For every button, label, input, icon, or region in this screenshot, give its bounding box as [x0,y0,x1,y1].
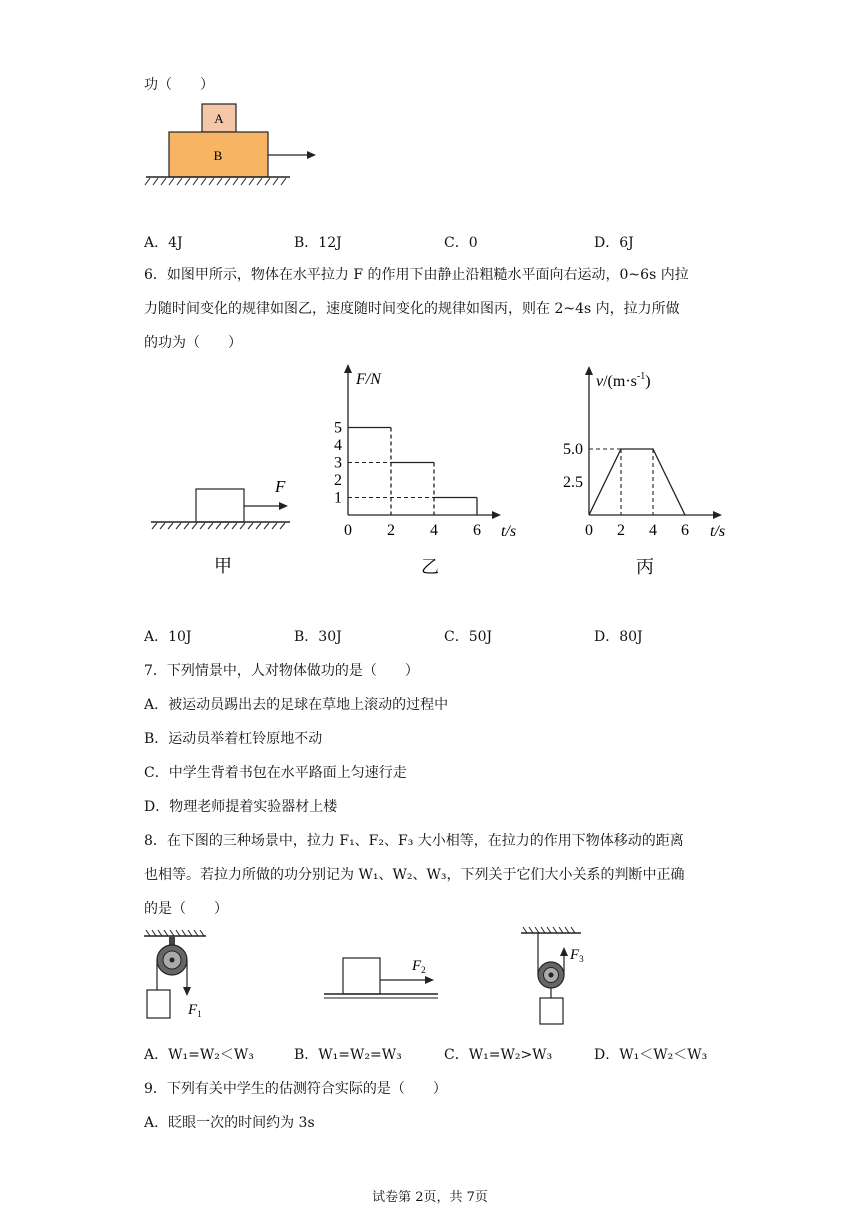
block [343,958,380,994]
q5-option-b: B．12J [294,235,342,251]
x-axis-label: t/s [710,523,726,540]
x-tick-label: 2 [617,522,625,539]
y-tick-label: 2 [334,472,342,489]
q6-chart-yi [325,360,530,590]
f2-label: $F_2$ [412,958,426,975]
q9-stem: 9．下列有关中学生的估测符合实际的是（ ） [144,1081,447,1097]
y-axis-arrow-icon [585,366,593,375]
figure-caption: 甲 [214,556,232,576]
y-tick-label: 1 [334,489,342,507]
q8-figure-horizontal-pull [320,945,445,1005]
q7-option-c: C．中学生背着书包在水平路面上匀速行走 [144,765,407,781]
y-tick-label: 5.0 [563,441,583,458]
q6-chart-bing [548,360,758,590]
q6-stem-line-3: 的功为（ ） [144,335,242,351]
q6-option-a: A．10J [144,629,192,645]
x-tick-label: 2 [387,522,395,539]
weight [540,998,563,1024]
q8-stem-line-2: 也相等。若拉力所做的功分别记为 W₁、W₂、W₃，下列关于它们大小关系的判断中正确 [144,867,685,883]
x-tick-label: 6 [473,522,481,539]
q7-option-d: D．物理老师提着实验器材上楼 [144,799,338,815]
page-footer: 试卷第 2页，共 7页 [372,1190,488,1205]
y-tick-label: 2.5 [563,474,583,491]
x-axis-label: t/s [501,523,517,540]
arrow-head-icon [425,976,434,984]
block [196,489,244,522]
q6-stem-line-2: 力随时间变化的规律如图乙，速度随时间变化的规律如图丙，则在 2~4s 内，拉力所做 [144,301,680,317]
q9-option-a: A．眨眼一次的时间约为 3s [144,1115,315,1131]
q5-figure [140,100,330,190]
x-tick-label: 6 [681,522,689,539]
q6-option-c: C．50J [444,629,493,645]
q5-stem-tail: 功（ ） [144,77,214,93]
q7-option-a: A．被运动员踢出去的足球在草地上滚动的过程中 [144,697,449,713]
ceiling-hatch [146,930,204,936]
q7-stem: 7．下列情景中，人对物体做功的是（ ） [144,663,419,679]
y-tick-label: 3 [334,454,342,472]
f1-label: $F_1$ [188,1002,202,1019]
block-a-label: A [214,111,224,126]
x-tick-label: 4 [430,522,438,539]
ground-hatch [152,523,285,529]
f3-label: $F_3$ [570,947,584,964]
y-axis-arrow-icon [344,364,352,373]
weight [147,990,170,1018]
ceiling-hatch [523,927,575,933]
x-axis-arrow-icon [492,511,501,519]
block-b-label: B [213,148,223,163]
q8-option-a: A．W₁=W₂＜W₃ [144,1047,254,1063]
velocity-line [589,449,685,515]
y-axis-label-sup: -1 [636,371,646,382]
q6-option-d: D．80J [594,629,643,645]
arrow-head-icon [279,502,288,510]
force-label: F [275,477,286,496]
x-tick-label: 0 [585,522,593,539]
x-tick-label: 4 [649,522,657,539]
arrow-down-icon [183,987,191,996]
q5-option-d: D．6J [594,235,634,251]
x-axis-arrow-icon [713,511,722,519]
q5-option-a: A．4J [144,235,183,251]
q5-option-c: C．0 [444,235,478,251]
q8-stem-line-3: 的是（ ） [144,901,228,917]
q7-option-b: B．运动员举着杠铃原地不动 [144,731,323,747]
figure-caption: 乙 [421,557,439,577]
arrow-up-icon [560,947,568,956]
q6-option-b: B．30J [294,629,342,645]
q8-option-b: B．W₁=W₂=W₃ [294,1047,402,1063]
q6-figure-jia [145,470,295,590]
q8-option-d: D．W₁＜W₂＜W₃ [594,1047,708,1063]
x-tick-label: 0 [344,522,352,539]
arrow-head-icon [307,151,316,159]
y-tick-label: 5 [334,419,342,437]
y-axis-label: F/N [356,371,381,388]
y-tick-label: 4 [334,437,342,454]
q8-option-c: C．W₁=W₂>W₃ [444,1047,553,1063]
q8-stem-line-1: 8．在下图的三种场景中，拉力 F₁、F₂、F₃ 大小相等，在拉力的作用下物体移动的距离 [144,833,684,849]
figure-caption: 丙 [636,557,654,577]
y-axis-label: $v/(m\cdot s^{-1})$ [596,371,651,390]
q8-figure-movable-pulley [515,925,595,1030]
ground-hatch [145,178,286,185]
q8-figure-fixed-pulley [140,928,220,1028]
q6-stem-line-1: 6．如图甲所示，物体在水平拉力 F 的作用下由静止沿粗糙水平面向右运动，0~6s 内拉 [144,267,689,283]
